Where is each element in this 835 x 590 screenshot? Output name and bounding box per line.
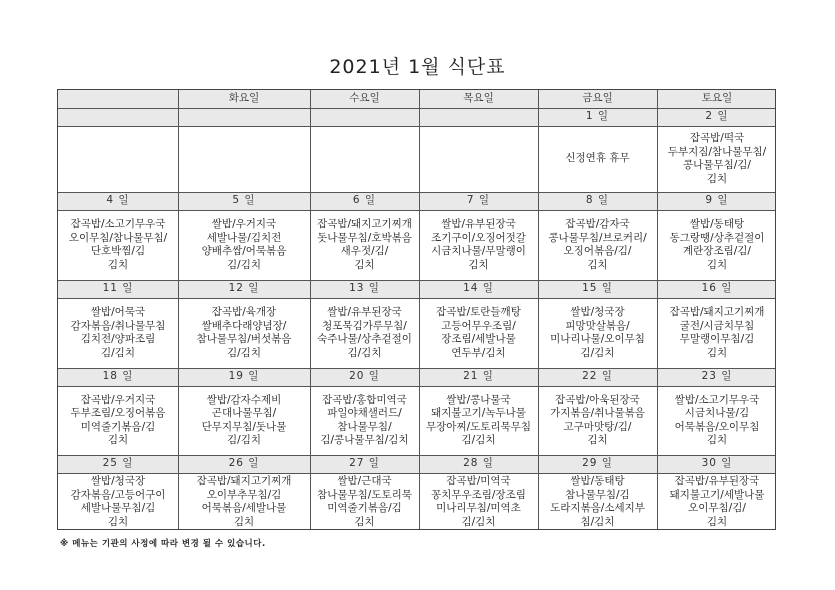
- menu-cell: 쌀밥/어묵국 감자볶음/취나물무침 김치전/양파조림 김/김치: [70, 306, 166, 359]
- menu-cell: 쌀밥/유부된장국 조기구이/오징어젓갈 시금치나물/무말랭이 김치: [431, 218, 526, 271]
- date-cell: [310, 108, 419, 126]
- date-cell: 4 일: [106, 194, 130, 207]
- menu-cell: 잡곡밥/유부된장국 돼지불고기/세발나물 오이무침/김/ 김치: [669, 475, 765, 528]
- date-cell: 20 일: [349, 370, 380, 383]
- date-cell: 22 일: [582, 370, 613, 383]
- menu-cell: 잡곡밥/홍합미역국 파일야채샐러드/ 참나물무침/ 김/콩나물무침/김치: [320, 393, 409, 446]
- menu-cell: 잡곡밥/미역국 꽁치무우조림/장조림 미나리무침/미역초 김/김치: [431, 475, 526, 528]
- menu-cell: 잡곡밥/돼지고기찌개 돗나물무침/호박볶음 새우젓/김/ 김치: [317, 218, 412, 271]
- date-cell: 27 일: [349, 457, 380, 470]
- date-cell: 15 일: [582, 282, 613, 295]
- menu-cell: 잡곡밥/떡국 두부지짐/참나물무침/ 콩나물무침/김/ 김치: [667, 132, 767, 185]
- menu-cell: 쌀밥/우거지국 세발나물/김치전 양배추쌈/어묵볶음 김/김치: [201, 218, 287, 271]
- date-cell: 2 일: [705, 110, 729, 123]
- date-cell: 14 일: [463, 282, 494, 295]
- date-cell: 5 일: [232, 194, 256, 207]
- menu-cell: 쌀밥/청국장 피망맛살볶음/ 미나리나물/오이무침 김/김치: [550, 306, 645, 359]
- date-cell: 12 일: [228, 282, 260, 295]
- day-header: 토요일: [701, 92, 733, 105]
- menu-cell: 쌀밥/감자수제비 곤대나물무침/ 단무지무침/돗나물 김/김치: [201, 393, 287, 446]
- date-cell: 28 일: [463, 457, 494, 470]
- menu-cell: 잡곡밥/아욱된장국 가지볶음/취나물볶음 고구마맛탕/김/ 김치: [550, 393, 645, 446]
- date-cell: 18 일: [102, 370, 134, 383]
- date-cell: [58, 108, 178, 126]
- menu-cell: 잡곡밥/토란들깨탕 고등어무우조림/ 장조림/세발나물 연두부/김치: [436, 306, 521, 359]
- date-cell: 9 일: [705, 194, 729, 207]
- footnote: ※ 메뉴는 기관의 사정에 따라 변경 될 수 있습니다.: [60, 539, 266, 549]
- menu-cell: [310, 126, 419, 192]
- menu-cell: 쌀밥/유부된장국 청포묵김가루무침/ 숙주나물/상추겉절이 김/김치: [317, 306, 412, 359]
- menu-cell: 잡곡밥/우거지국 두부조림/오징어볶음 미역줄기볶음/김 김치: [70, 393, 166, 446]
- date-cell: 6 일: [352, 194, 377, 207]
- date-cell: 23 일: [701, 370, 733, 383]
- menu-cell: 잡곡밥/돼지고기찌개 오이부추무침/김 어묵볶음/세발나물 김치: [196, 475, 292, 528]
- date-cell: 1 일: [585, 110, 610, 123]
- menu-cell: 쌀밥/콩나물국 돼지불고기/녹두나물 무장아찌/도토리묵무침 김/김치: [426, 393, 531, 446]
- date-cell: 30 일: [701, 457, 733, 470]
- date-cell: 26 일: [228, 457, 260, 470]
- date-cell: 11 일: [102, 282, 134, 295]
- menu-cell: 쌀밥/소고기무우국 시금치나물/김 어묵볶음/오이무침 김치: [674, 393, 760, 446]
- menu-table: [57, 89, 776, 530]
- menu-cell: 잡곡밥/소고기무우국 오이무침/참나물무침/ 단호박찜/김 김치: [68, 218, 168, 271]
- menu-cell: 신정연휴 휴무: [565, 152, 630, 165]
- date-cell: [178, 108, 310, 126]
- menu-cell: 쌀밥/근대국 참나물무침/도토리묵 미역줄기볶음/김 김치: [317, 475, 412, 528]
- menu-cell: 쌀밥/청국장 감자볶음/고등어구이 세발나물무침/김 김치: [70, 475, 166, 528]
- day-header: 금요일: [582, 92, 613, 105]
- date-cell: 8 일: [585, 194, 610, 207]
- menu-cell: 잡곡밥/육개장 쌀배추다래양념장/ 참나물무침/버섯볶음 김/김치: [196, 306, 292, 359]
- page-title: 2021년 1월 식단표: [329, 56, 506, 78]
- date-cell: [419, 108, 538, 126]
- day-header: 화요일: [228, 92, 260, 105]
- date-cell: 19 일: [228, 370, 260, 383]
- date-cell: 29 일: [582, 457, 613, 470]
- menu-cell: 쌀밥/동태탕 동그랑땡/상추겉절이 계란장조림/김/ 김치: [669, 218, 765, 271]
- menu-cell: [178, 126, 310, 192]
- day-header: 목요일: [463, 92, 494, 105]
- date-cell: 16 일: [701, 282, 733, 295]
- date-cell: 7 일: [466, 194, 491, 207]
- menu-cell: 쌀밥/동태탕 참나물무침/김 도라지볶음/소세지부 침/김치: [550, 475, 645, 528]
- date-cell: 21 일: [463, 370, 494, 383]
- day-header: 수요일: [349, 92, 380, 105]
- menu-cell: [419, 126, 538, 192]
- date-cell: 25 일: [102, 457, 134, 470]
- menu-cell: [58, 126, 178, 192]
- day-header: [58, 90, 178, 108]
- menu-cell: 잡곡밥/돼지고기찌개 굴전/시금치무침 무말랭이무침/김 김치: [669, 306, 765, 359]
- menu-cell: 잡곡밥/감자국 콩나물무침/브로커리/ 오징어볶음/김/ 김치: [548, 218, 647, 271]
- date-cell: 13 일: [349, 282, 380, 295]
